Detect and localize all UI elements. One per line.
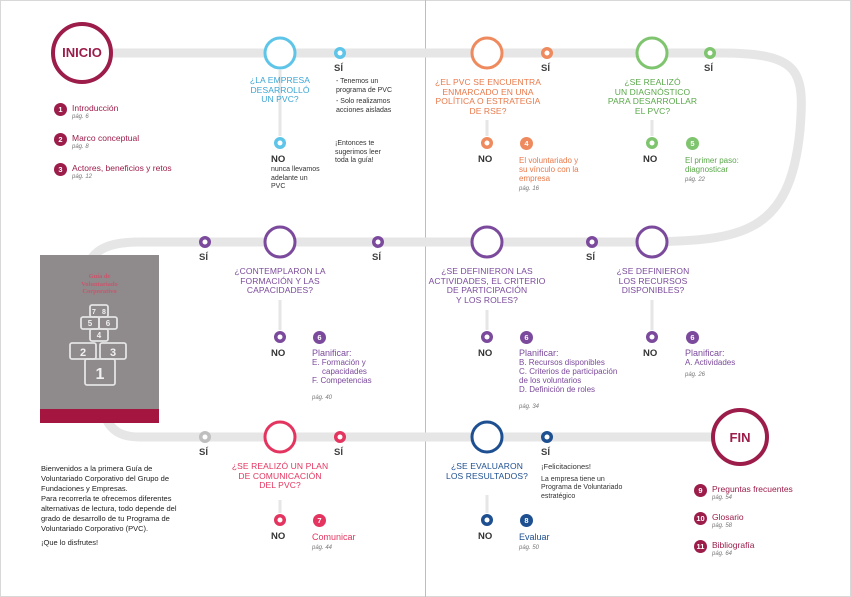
book-title: Guía de Voluntariado Corporativo [81, 273, 118, 295]
q3-yes-label: SÍ [704, 63, 713, 74]
book-band [40, 409, 159, 423]
book-cover-image [40, 255, 159, 423]
intro-menu-number-badge: 1 [54, 103, 67, 116]
q5-node [472, 227, 502, 257]
intro-menu-number-badge: 2 [54, 133, 67, 146]
q2-yes-label: SÍ [541, 63, 550, 74]
q8-node [472, 422, 502, 452]
intro-closing: ¡Que lo disfrutes! [41, 538, 99, 547]
q4-question: ¿SE DEFINIERON LOS RECURSOS DISPONIBLES? [616, 266, 690, 295]
q3-chapter-link[interactable]: El primer paso: diagnosticar [685, 156, 739, 174]
hopscotch-drawing [40, 255, 159, 423]
hop-6: 6 [105, 319, 111, 328]
q4-chapter-badge: 6 [686, 331, 699, 344]
intro-menu-label: Introducción [72, 103, 119, 113]
q6-question: ¿CONTEMPLARON LA FORMACIÓN Y LAS CAPACIDADES? [234, 266, 326, 295]
q2-no-label: NO [478, 154, 493, 165]
q8-question: ¿SE EVALUARON LOS RESULTADOS? [446, 461, 528, 481]
q8-no-label: NO [478, 531, 493, 542]
q2-question: ¿EL PVC SE ENCUENTRA ENMARCADO EN UNA POLÍTICA O ESTRATEGIA DE RSE? [434, 77, 542, 116]
intro-text: Bienvenidos a la primera Guía de Voluntariado Corporativo del Grupo de Fundaciones y Empresas. Para recorrerla te ofrecemos diferentes alternativas de lectura, todo depende del grado de desarrollo de tu Programa de Voluntariado Corporativo (PVC). ¡Que lo disfrutes! [41, 464, 211, 548]
intro-menu-page: pág. 12 [72, 174, 93, 180]
q5-chapter-badge: 6 [520, 331, 533, 344]
intro-menu-label: Marco conceptual [72, 133, 140, 143]
q5-no-label: NO [478, 348, 493, 359]
q6-no-label: NO [271, 348, 286, 359]
closing-menu-number-badge: 11 [694, 540, 707, 553]
q6-page: pág. 40 [312, 395, 333, 401]
q7-no-label: NO [271, 531, 286, 542]
q2-page: pág. 16 [519, 186, 540, 192]
q3-chapter-badge: 5 [686, 137, 699, 150]
q7-chapter-badge: 7 [313, 514, 326, 527]
hop-8: 8 [102, 309, 106, 316]
q2-node [472, 38, 502, 68]
q7-chapter-link[interactable]: Comunicar [312, 532, 356, 542]
closing-menu-number-badge: 9 [694, 484, 707, 497]
hop-5: 5 [87, 319, 93, 328]
q6-node [265, 227, 295, 257]
q1-no-label: NO [271, 154, 286, 165]
closing-menu-page: pág. 54 [712, 495, 733, 501]
intro-menu-page: pág. 6 [72, 114, 89, 120]
q8-yes-notes: ¡Felicitaciones! La empresa tiene un Programa de Voluntariado estratégico [541, 462, 623, 500]
q8-chapter-badge: 8 [520, 514, 533, 527]
q3-page: pág. 22 [685, 177, 706, 183]
closing-menu-label: Bibliografía [712, 540, 755, 550]
hop-7: 7 [92, 309, 96, 316]
hop-2: 2 [79, 347, 87, 359]
q4-no-label: NO [643, 348, 658, 359]
intro-menu-label: Actores, beneficios y retos [72, 163, 172, 173]
q1-question: ¿LA EMPRESA DESARROLLÓ UN PVC? [249, 75, 311, 104]
q1-yes-label: SÍ [334, 63, 343, 74]
q7-node [265, 422, 295, 452]
q7-question: ¿SE REALIZÓ UN PLAN DE COMUNICACIÓN DEL PVC? [231, 461, 329, 490]
q6-yes-label: SÍ [199, 252, 208, 263]
intro-menu-page: pág. 8 [72, 144, 89, 150]
closing-menu-label: Glosario [712, 512, 744, 522]
q5-page: pág. 34 [519, 404, 540, 410]
q5-chapter-link[interactable]: Planificar: B. Recursos disponibles C. Criterios de participación de los voluntarios D. Definición de roles [519, 348, 618, 394]
q1-no-note: ¡Entonces te sugerimos leer toda la guía! [335, 140, 381, 164]
q3-no-label: NO [643, 154, 658, 165]
q6-chapter-link[interactable]: Planificar: E. Formación y capacidades F. Competencias [312, 348, 372, 385]
q2-chapter-link[interactable]: El voluntariado y su vínculo con la empresa [519, 156, 579, 183]
q4-yes-label: SÍ [586, 252, 595, 263]
closing-menu-page: pág. 58 [712, 523, 733, 529]
hop-3: 3 [109, 347, 117, 359]
closing-menu-number-badge: 10 [694, 512, 707, 525]
q8-chapter-link[interactable]: Evaluar [519, 532, 550, 542]
finish-label: FIN [729, 430, 751, 445]
intro-menu-number-badge: 3 [54, 163, 67, 176]
q7-page: pág. 44 [312, 545, 333, 551]
q3-node [637, 38, 667, 68]
q6-chapter-badge: 6 [313, 331, 326, 344]
closing-menu-page: pág. 64 [712, 551, 733, 557]
q1-node [265, 38, 295, 68]
start-label: INICIO [62, 45, 102, 60]
closing-menu-label: Preguntas frecuentes [712, 484, 793, 494]
q1-yes-notes: - Tenemos un programa de PVC - Solo realizamos acciones aisladas [336, 78, 393, 114]
hop-1: 1 [95, 366, 105, 383]
q7-yes-label: SÍ [199, 447, 208, 458]
q7-yes-label-2: SÍ [334, 447, 343, 458]
q3-question: ¿SE REALIZÓ UN DIAGNÓSTICO PARA DESARROLLAR EL PVC? [607, 77, 698, 116]
hop-4: 4 [96, 331, 102, 340]
q4-node [637, 227, 667, 257]
q5-question: ¿SE DEFINIERON LAS ACTIVIDADES, EL CRITERIO DE PARTICIPACIÓN Y LOS ROLES? [428, 266, 546, 305]
q1-no-text: nunca llevamos adelante un PVC [271, 166, 320, 190]
q5-yes-label: SÍ [372, 252, 381, 263]
q4-page: pág. 26 [685, 372, 706, 378]
q4-chapter-link[interactable]: Planificar: A. Actividades [685, 348, 736, 367]
q8-page: pág. 50 [519, 545, 540, 551]
q8-yes-label: SÍ [541, 447, 550, 458]
q2-chapter-badge: 4 [520, 137, 533, 150]
